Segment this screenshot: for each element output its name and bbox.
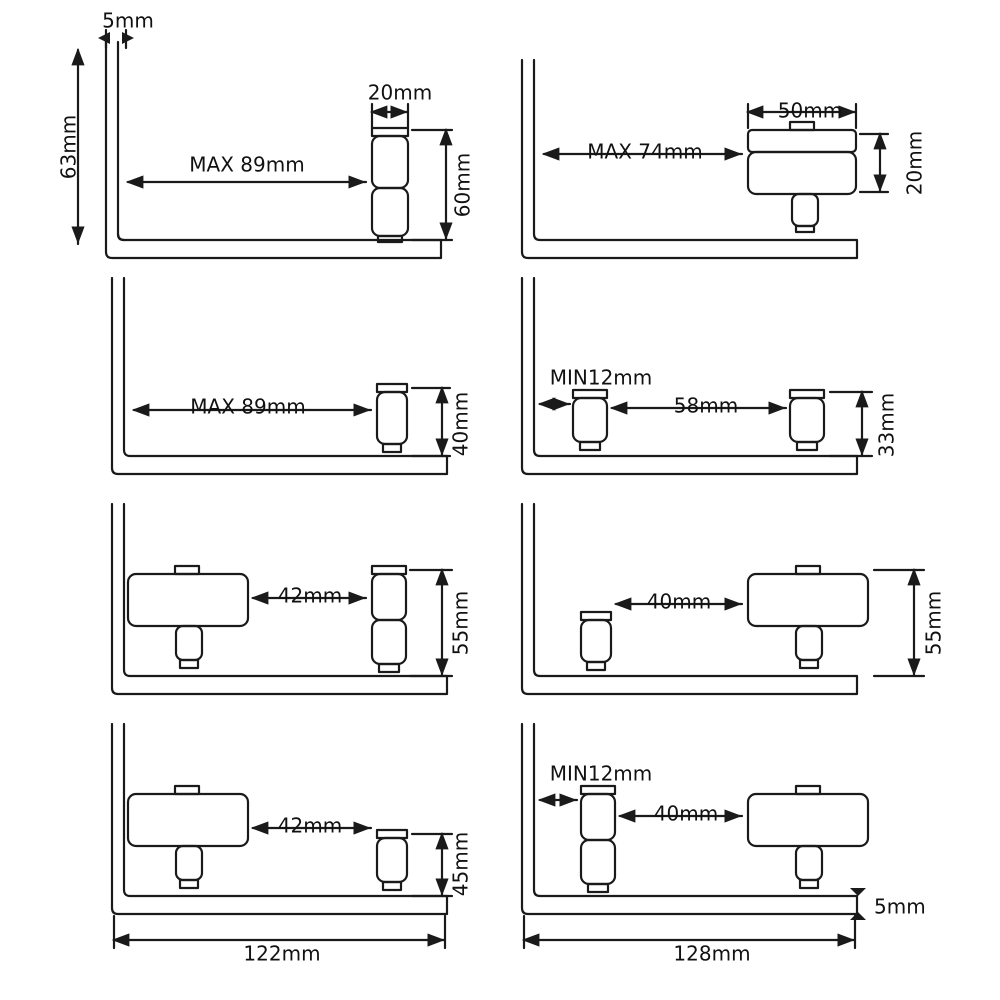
panel-2 <box>522 60 888 258</box>
label-p8-overall-width: 128mm <box>673 941 751 966</box>
label-p3-clamp-height: 40mm <box>448 391 473 457</box>
label-p5-spacing: 42mm <box>277 583 343 608</box>
label-p7-overall-width: 122mm <box>243 941 321 966</box>
label-p2-clamp-height: 20mm <box>902 130 927 196</box>
label-p2-clamp-width: 50mm <box>777 98 843 123</box>
label-p4-clamp-height: 33mm <box>874 392 899 458</box>
label-p1-height: 63mm <box>56 114 81 180</box>
label-p5-clamp-height: 55mm <box>448 590 473 656</box>
label-p8-spacing: 40mm <box>653 801 719 826</box>
label-p4-spacing: 58mm <box>673 393 739 418</box>
label-p8-edge-min: MIN12mm <box>549 761 653 786</box>
panel-6 <box>522 504 924 694</box>
label-p1-clamp-width: 20mm <box>367 80 433 105</box>
label-p7-clamp-height: 45mm <box>448 831 473 897</box>
label-p8-plate-thickness: 5mm <box>874 894 926 919</box>
label-p1-clamp-height: 60mm <box>450 152 475 218</box>
panel-1 <box>78 30 452 258</box>
label-p6-clamp-height: 55mm <box>921 590 946 656</box>
panel-3 <box>112 278 450 474</box>
label-p1-span: MAX 89mm <box>189 152 305 177</box>
label-p7-spacing: 42mm <box>277 813 343 838</box>
label-p4-edge-min: MIN12mm <box>549 365 653 390</box>
label-p1-thickness: 5mm <box>102 8 154 33</box>
label-p6-spacing: 40mm <box>646 589 712 614</box>
label-p3-span: MAX 89mm <box>190 394 306 419</box>
label-p2-span: MAX 74mm <box>587 139 703 164</box>
panel-8 <box>522 724 868 948</box>
